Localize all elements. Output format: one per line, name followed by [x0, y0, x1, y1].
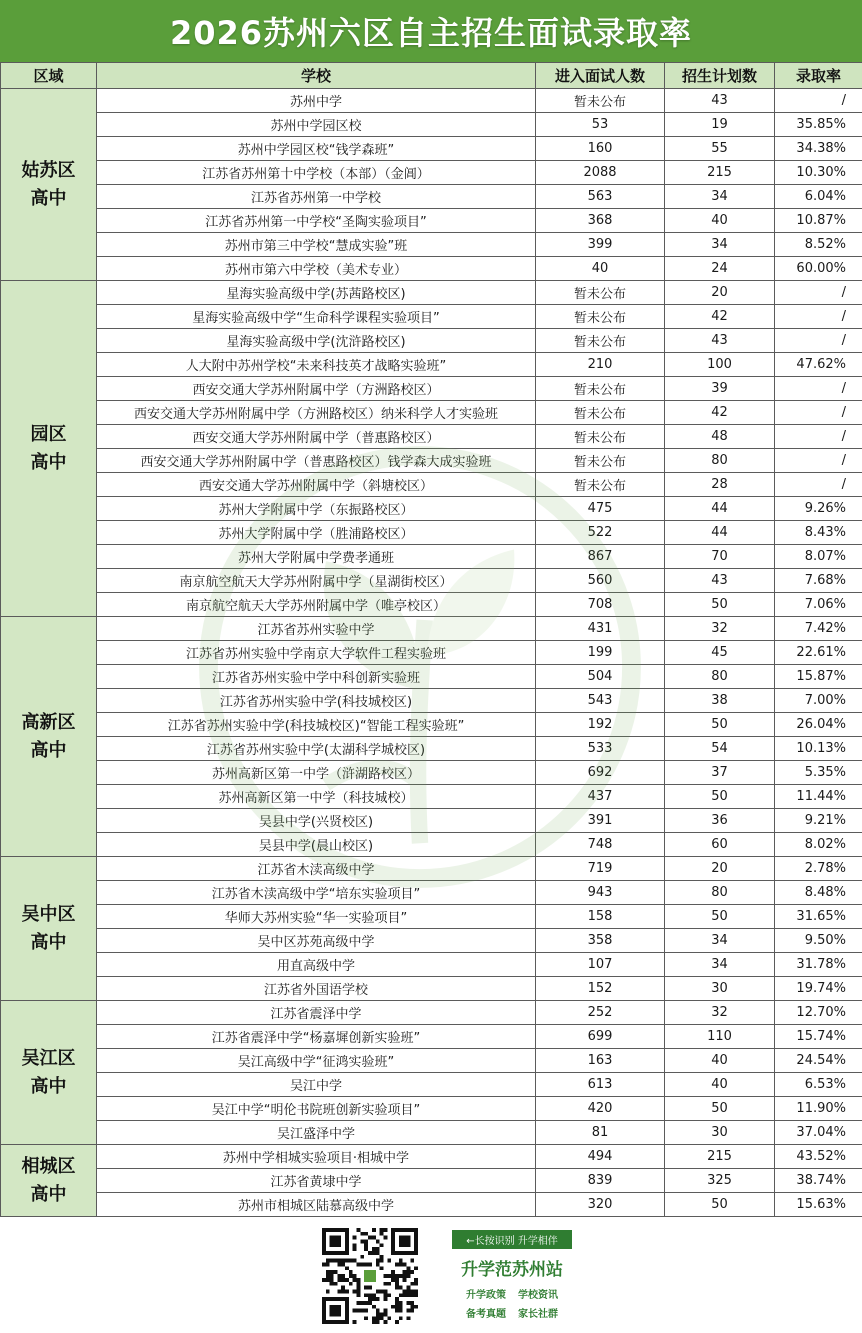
- school-cell: 用直高级中学: [97, 953, 536, 977]
- rate-cell: 22.61%: [775, 641, 862, 665]
- rate-cell: 15.74%: [775, 1025, 862, 1049]
- school-cell: 南京航空航天大学苏州附属中学（星湖街校区）: [97, 569, 536, 593]
- quota-cell: 24: [665, 257, 775, 281]
- table-row: [1, 353, 862, 377]
- rate-cell: 31.65%: [775, 905, 862, 929]
- rate-cell: 34.38%: [775, 137, 862, 161]
- quota-cell: 43: [665, 569, 775, 593]
- interview-count-cell: 867: [536, 545, 665, 569]
- table-row: [1, 809, 862, 833]
- table-row: [1, 593, 862, 617]
- quota-cell: 215: [665, 1145, 775, 1169]
- table-row: [1, 785, 862, 809]
- school-cell: 西安交通大学苏州附属中学（斜塘校区）: [97, 473, 536, 497]
- quota-cell: 45: [665, 641, 775, 665]
- brand-items: [452, 1286, 572, 1320]
- rate-cell: 12.70%: [775, 1001, 862, 1025]
- interview-count-cell: 暂未公布: [536, 401, 665, 425]
- rate-cell: /: [775, 281, 862, 305]
- school-cell: 星海实验高级中学“生命科学课程实验项目”: [97, 305, 536, 329]
- table-row: [1, 857, 862, 881]
- rate-cell: 9.50%: [775, 929, 862, 953]
- district-cell: 姑苏区 高中: [1, 89, 97, 281]
- school-cell: 苏州中学相城实验项目·相城中学: [97, 1145, 536, 1169]
- school-cell: 苏州大学附属中学费孝通班: [97, 545, 536, 569]
- table-row: [1, 881, 862, 905]
- interview-count-cell: 358: [536, 929, 665, 953]
- rate-cell: 43.52%: [775, 1145, 862, 1169]
- quota-cell: 34: [665, 185, 775, 209]
- rate-cell: 7.00%: [775, 689, 862, 713]
- interview-count-cell: 560: [536, 569, 665, 593]
- quota-cell: 44: [665, 497, 775, 521]
- interview-count-cell: 522: [536, 521, 665, 545]
- interview-count-cell: 81: [536, 1121, 665, 1145]
- school-cell: 吴江中学“明伦书院班创新实验项目”: [97, 1097, 536, 1121]
- rate-cell: 15.63%: [775, 1193, 862, 1217]
- interview-count-cell: 暂未公布: [536, 449, 665, 473]
- school-cell: 苏州市相城区陆慕高级中学: [97, 1193, 536, 1217]
- quota-cell: 70: [665, 545, 775, 569]
- school-cell: 江苏省黄埭中学: [97, 1169, 536, 1193]
- school-cell: 苏州中学园区校“钱学森班”: [97, 137, 536, 161]
- school-cell: 江苏省震泽中学“杨嘉墀创新实验班”: [97, 1025, 536, 1049]
- table-row: [1, 161, 862, 185]
- rate-cell: 11.90%: [775, 1097, 862, 1121]
- quota-cell: 110: [665, 1025, 775, 1049]
- rate-cell: 8.02%: [775, 833, 862, 857]
- quota-cell: 40: [665, 1073, 775, 1097]
- table-row: [1, 209, 862, 233]
- table-row: [1, 1001, 862, 1025]
- rate-cell: 10.30%: [775, 161, 862, 185]
- quota-cell: 50: [665, 905, 775, 929]
- school-cell: 西安交通大学苏州附属中学（普惠路校区）钱学森大成实验班: [97, 449, 536, 473]
- footer: [0, 1218, 862, 1333]
- rate-cell: /: [775, 425, 862, 449]
- quota-cell: 80: [665, 665, 775, 689]
- rate-cell: 15.87%: [775, 665, 862, 689]
- brand-item: 备考真题: [466, 1309, 506, 1320]
- quota-cell: 37: [665, 761, 775, 785]
- quota-cell: 325: [665, 1169, 775, 1193]
- school-cell: 西安交通大学苏州附属中学（方洲路校区）: [97, 377, 536, 401]
- school-cell: 江苏省苏州实验中学(太湖科学城校区): [97, 737, 536, 761]
- rate-cell: 24.54%: [775, 1049, 862, 1073]
- school-cell: 吴中区苏苑高级中学: [97, 929, 536, 953]
- table-row: [1, 737, 862, 761]
- quota-cell: 80: [665, 881, 775, 905]
- rate-cell: 38.74%: [775, 1169, 862, 1193]
- interview-count-cell: 暂未公布: [536, 305, 665, 329]
- rate-cell: /: [775, 329, 862, 353]
- school-cell: 江苏省苏州实验中学(科技城校区): [97, 689, 536, 713]
- table-row: [1, 497, 862, 521]
- quota-cell: 42: [665, 305, 775, 329]
- brand-block: [452, 1230, 572, 1320]
- title-bar: [0, 0, 862, 62]
- rate-cell: 37.04%: [775, 1121, 862, 1145]
- interview-count-cell: 199: [536, 641, 665, 665]
- quota-cell: 20: [665, 857, 775, 881]
- school-cell: 苏州大学附属中学（胜浦路校区）: [97, 521, 536, 545]
- quota-cell: 34: [665, 929, 775, 953]
- table-row: [1, 1049, 862, 1073]
- interview-count-cell: 563: [536, 185, 665, 209]
- quota-cell: 50: [665, 1193, 775, 1217]
- table-row: [1, 761, 862, 785]
- rate-cell: /: [775, 473, 862, 497]
- interview-count-cell: 暂未公布: [536, 377, 665, 401]
- rate-cell: 6.53%: [775, 1073, 862, 1097]
- interview-count-cell: 431: [536, 617, 665, 641]
- table-row: [1, 473, 862, 497]
- table-row: [1, 449, 862, 473]
- table-row: [1, 305, 862, 329]
- rate-cell: 9.21%: [775, 809, 862, 833]
- school-cell: 江苏省苏州实验中学: [97, 617, 536, 641]
- interview-count-cell: 543: [536, 689, 665, 713]
- quota-cell: 55: [665, 137, 775, 161]
- district-cell: 吴江区 高中: [1, 1001, 97, 1145]
- school-cell: 吴县中学(兴贤校区): [97, 809, 536, 833]
- interview-count-cell: 158: [536, 905, 665, 929]
- quota-cell: 40: [665, 1049, 775, 1073]
- brand-item: 升学政策: [466, 1290, 506, 1301]
- table-row: [1, 1193, 862, 1217]
- admission-table: [0, 62, 862, 1217]
- interview-count-cell: 613: [536, 1073, 665, 1097]
- school-cell: 江苏省木渎高级中学“培东实验项目”: [97, 881, 536, 905]
- school-cell: 江苏省苏州实验中学南京大学软件工程实验班: [97, 641, 536, 665]
- quota-cell: 54: [665, 737, 775, 761]
- interview-count-cell: 192: [536, 713, 665, 737]
- rate-cell: 31.78%: [775, 953, 862, 977]
- quota-cell: 48: [665, 425, 775, 449]
- header-district: 区域: [1, 63, 97, 89]
- interview-count-cell: 719: [536, 857, 665, 881]
- quota-cell: 50: [665, 785, 775, 809]
- quota-cell: 34: [665, 953, 775, 977]
- interview-count-cell: 320: [536, 1193, 665, 1217]
- school-cell: 吴江高级中学“征鸿实验班”: [97, 1049, 536, 1073]
- brand-name: 升学范苏州站: [461, 1260, 563, 1280]
- interview-count-cell: 943: [536, 881, 665, 905]
- quota-cell: 20: [665, 281, 775, 305]
- table-row: [1, 137, 862, 161]
- school-cell: 华师大苏州实验“华一实验项目”: [97, 905, 536, 929]
- qr-code-icon[interactable]: [322, 1228, 418, 1324]
- interview-count-cell: 163: [536, 1049, 665, 1073]
- quota-cell: 215: [665, 161, 775, 185]
- table-row: [1, 401, 862, 425]
- interview-count-cell: 暂未公布: [536, 329, 665, 353]
- school-cell: 江苏省苏州实验中学(科技城校区)“智能工程实验班”: [97, 713, 536, 737]
- table-row: [1, 953, 862, 977]
- table-row: [1, 1145, 862, 1169]
- interview-count-cell: 399: [536, 233, 665, 257]
- interview-count-cell: 暂未公布: [536, 89, 665, 113]
- quota-cell: 32: [665, 1001, 775, 1025]
- table-row: [1, 89, 862, 113]
- table-row: [1, 521, 862, 545]
- school-cell: 苏州大学附属中学（东振路校区）: [97, 497, 536, 521]
- school-cell: 江苏省苏州第十中学校（本部）（金阊）: [97, 161, 536, 185]
- brand-item: 学校资讯: [518, 1290, 558, 1301]
- table-row: [1, 713, 862, 737]
- quota-cell: 43: [665, 329, 775, 353]
- interview-count-cell: 708: [536, 593, 665, 617]
- quota-cell: 32: [665, 617, 775, 641]
- rate-cell: 7.42%: [775, 617, 862, 641]
- school-cell: 苏州中学园区校: [97, 113, 536, 137]
- quota-cell: 38: [665, 689, 775, 713]
- interview-count-cell: 494: [536, 1145, 665, 1169]
- school-cell: 苏州市第六中学校（美术专业）: [97, 257, 536, 281]
- rate-cell: /: [775, 89, 862, 113]
- interview-count-cell: 53: [536, 113, 665, 137]
- header-interview-count: 进入面试人数: [536, 63, 665, 89]
- table-row: [1, 185, 862, 209]
- rate-cell: 8.52%: [775, 233, 862, 257]
- school-cell: 江苏省苏州第一中学校: [97, 185, 536, 209]
- quota-cell: 34: [665, 233, 775, 257]
- rate-cell: /: [775, 449, 862, 473]
- table-row: [1, 977, 862, 1001]
- table-row: [1, 1097, 862, 1121]
- quota-cell: 30: [665, 1121, 775, 1145]
- school-cell: 西安交通大学苏州附属中学（方洲路校区）纳米科学人才实验班: [97, 401, 536, 425]
- header-rate: 录取率: [775, 63, 862, 89]
- interview-count-cell: 252: [536, 1001, 665, 1025]
- school-cell: 江苏省苏州实验中学中科创新实验班: [97, 665, 536, 689]
- school-cell: 江苏省震泽中学: [97, 1001, 536, 1025]
- school-cell: 吴县中学(晨山校区): [97, 833, 536, 857]
- quota-cell: 40: [665, 209, 775, 233]
- school-cell: 江苏省苏州第一中学校“圣陶实验项目”: [97, 209, 536, 233]
- rate-cell: 7.06%: [775, 593, 862, 617]
- table-row: [1, 929, 862, 953]
- quota-cell: 60: [665, 833, 775, 857]
- rate-cell: 8.07%: [775, 545, 862, 569]
- school-cell: 江苏省外国语学校: [97, 977, 536, 1001]
- district-cell: 吴中区 高中: [1, 857, 97, 1001]
- quota-cell: 50: [665, 593, 775, 617]
- quota-cell: 50: [665, 1097, 775, 1121]
- rate-cell: 10.13%: [775, 737, 862, 761]
- interview-count-cell: 暂未公布: [536, 425, 665, 449]
- interview-count-cell: 692: [536, 761, 665, 785]
- rate-cell: /: [775, 305, 862, 329]
- interview-count-cell: 391: [536, 809, 665, 833]
- school-cell: 苏州市第三中学校“慧成实验”班: [97, 233, 536, 257]
- rate-cell: 35.85%: [775, 113, 862, 137]
- table-row: [1, 1121, 862, 1145]
- rate-cell: 8.48%: [775, 881, 862, 905]
- interview-count-cell: 839: [536, 1169, 665, 1193]
- rate-cell: 26.04%: [775, 713, 862, 737]
- table-row: [1, 689, 862, 713]
- quota-cell: 42: [665, 401, 775, 425]
- quota-cell: 39: [665, 377, 775, 401]
- interview-count-cell: 暂未公布: [536, 473, 665, 497]
- interview-count-cell: 160: [536, 137, 665, 161]
- interview-count-cell: 107: [536, 953, 665, 977]
- header-quota: 招生计划数: [665, 63, 775, 89]
- rate-cell: 8.43%: [775, 521, 862, 545]
- rate-cell: 11.44%: [775, 785, 862, 809]
- quota-cell: 36: [665, 809, 775, 833]
- quota-cell: 80: [665, 449, 775, 473]
- school-cell: 西安交通大学苏州附属中学（普惠路校区）: [97, 425, 536, 449]
- interview-count-cell: 40: [536, 257, 665, 281]
- rate-cell: /: [775, 377, 862, 401]
- brand-tagline: ←长按识别 升学相伴: [452, 1230, 572, 1249]
- school-cell: 苏州高新区第一中学（科技城校）: [97, 785, 536, 809]
- rate-cell: 60.00%: [775, 257, 862, 281]
- quota-cell: 19: [665, 113, 775, 137]
- interview-count-cell: 437: [536, 785, 665, 809]
- table-row: [1, 665, 862, 689]
- rate-cell: 2.78%: [775, 857, 862, 881]
- rate-cell: 47.62%: [775, 353, 862, 377]
- table-row: [1, 257, 862, 281]
- school-cell: 吴江中学: [97, 1073, 536, 1097]
- rate-cell: 7.68%: [775, 569, 862, 593]
- school-cell: 星海实验高级中学(苏茜路校区): [97, 281, 536, 305]
- school-cell: 星海实验高级中学(沈浒路校区): [97, 329, 536, 353]
- interview-count-cell: 暂未公布: [536, 281, 665, 305]
- table-header-row: [1, 63, 862, 89]
- table-row: [1, 377, 862, 401]
- table-row: [1, 329, 862, 353]
- quota-cell: 28: [665, 473, 775, 497]
- interview-count-cell: 475: [536, 497, 665, 521]
- district-cell: 高新区 高中: [1, 617, 97, 857]
- quota-cell: 44: [665, 521, 775, 545]
- school-cell: 吴江盛泽中学: [97, 1121, 536, 1145]
- rate-cell: 5.35%: [775, 761, 862, 785]
- interview-count-cell: 2088: [536, 161, 665, 185]
- rate-cell: 19.74%: [775, 977, 862, 1001]
- district-cell: 相城区 高中: [1, 1145, 97, 1217]
- interview-count-cell: 699: [536, 1025, 665, 1049]
- brand-item: 家长社群: [518, 1309, 558, 1320]
- rate-cell: 10.87%: [775, 209, 862, 233]
- table-row: [1, 425, 862, 449]
- interview-count-cell: 368: [536, 209, 665, 233]
- interview-count-cell: 210: [536, 353, 665, 377]
- interview-count-cell: 748: [536, 833, 665, 857]
- rate-cell: 6.04%: [775, 185, 862, 209]
- table-row: [1, 113, 862, 137]
- district-cell: 园区 高中: [1, 281, 97, 617]
- table-row: [1, 1169, 862, 1193]
- rate-cell: /: [775, 401, 862, 425]
- school-cell: 南京航空航天大学苏州附属中学（唯亭校区）: [97, 593, 536, 617]
- interview-count-cell: 533: [536, 737, 665, 761]
- table-row: [1, 905, 862, 929]
- quota-cell: 50: [665, 713, 775, 737]
- table-row: [1, 569, 862, 593]
- table-row: [1, 281, 862, 305]
- page-title: 2026苏州六区自主招生面试录取率: [169, 14, 693, 52]
- table-wrapper: [0, 62, 862, 1217]
- school-cell: 苏州高新区第一中学（浒湖路校区）: [97, 761, 536, 785]
- quota-cell: 100: [665, 353, 775, 377]
- header-school: 学校: [97, 63, 536, 89]
- table-row: [1, 641, 862, 665]
- table-row: [1, 617, 862, 641]
- school-cell: 苏州中学: [97, 89, 536, 113]
- table-row: [1, 545, 862, 569]
- table-row: [1, 233, 862, 257]
- school-cell: 人大附中苏州学校“未来科技英才战略实验班”: [97, 353, 536, 377]
- school-cell: 江苏省木渎高级中学: [97, 857, 536, 881]
- interview-count-cell: 152: [536, 977, 665, 1001]
- table-row: [1, 1073, 862, 1097]
- quota-cell: 43: [665, 89, 775, 113]
- table-row: [1, 1025, 862, 1049]
- rate-cell: 9.26%: [775, 497, 862, 521]
- table-row: [1, 833, 862, 857]
- interview-count-cell: 420: [536, 1097, 665, 1121]
- table-body: [1, 89, 862, 1217]
- quota-cell: 30: [665, 977, 775, 1001]
- interview-count-cell: 504: [536, 665, 665, 689]
